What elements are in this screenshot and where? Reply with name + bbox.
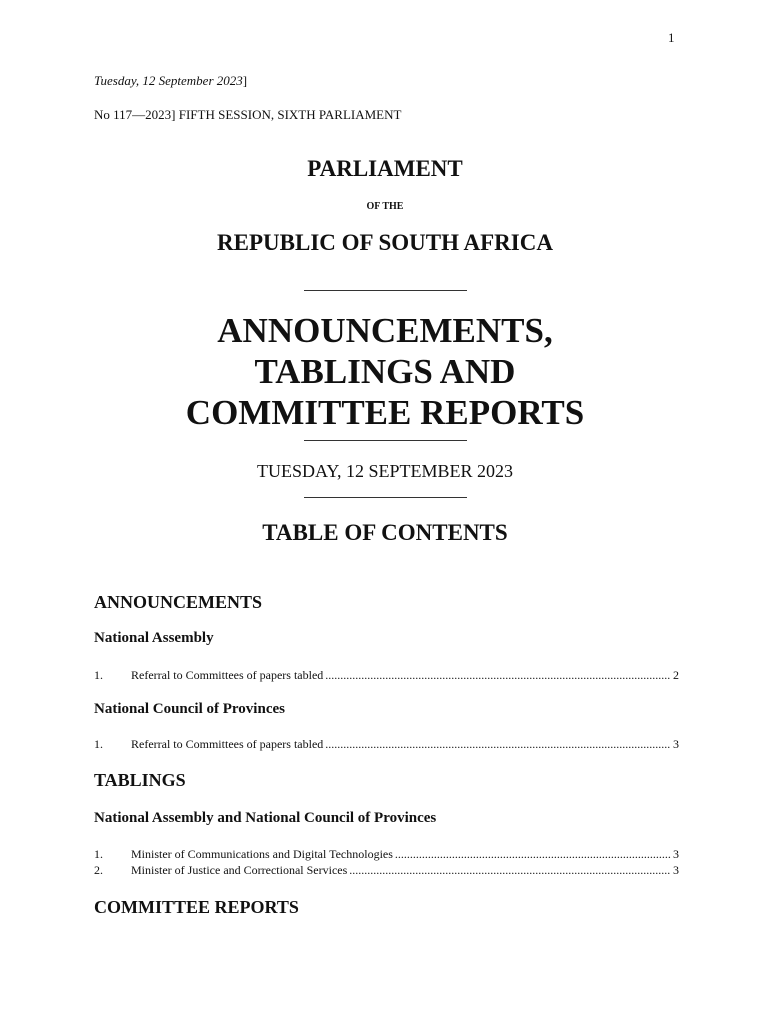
toc-section-announcements: ANNOUNCEMENTS xyxy=(94,592,263,612)
toc-entry-page: 3 xyxy=(673,863,679,877)
toc-entry-number: 1. xyxy=(94,847,103,861)
toc-entry[interactable] xyxy=(94,736,679,752)
masthead-of-the: OF THE xyxy=(366,201,404,212)
toc-section-committee-reports: COMMITTEE REPORTS xyxy=(94,897,299,917)
masthead-parliament: PARLIAMENT xyxy=(307,156,463,181)
toc-entry-label: Minister of Justice and Correctional Services xyxy=(131,863,348,877)
session-line: No 117—2023] FIFTH SESSION, SIXTH PARLIAMENT xyxy=(94,107,402,122)
toc-entry[interactable] xyxy=(94,846,679,862)
document-title-line-3: COMMITTEE REPORTS xyxy=(185,393,585,432)
toc-dot-leader xyxy=(349,862,671,878)
toc-entry-number: 2. xyxy=(94,863,103,877)
toc-entry-page: 3 xyxy=(673,847,679,861)
issue-date-bracket: ] xyxy=(242,73,248,88)
document-date: TUESDAY, 12 SEPTEMBER 2023 xyxy=(256,461,514,481)
toc-subheading-na-and-ncop: National Assembly and National Council of Provinces xyxy=(94,810,437,826)
document-title-line-1: ANNOUNCEMENTS, xyxy=(217,311,553,350)
toc-dot-leader xyxy=(325,667,671,683)
toc-title: TABLE OF CONTENTS xyxy=(262,520,508,545)
issue-date-text: Tuesday, 12 September 2023 xyxy=(94,73,243,88)
toc-entry[interactable] xyxy=(94,667,679,683)
toc-entry-label: Minister of Communications and Digital Technologies xyxy=(131,847,393,861)
toc-subheading-ncop: National Council of Provinces xyxy=(94,701,285,717)
toc-subheading-national-assembly: National Assembly xyxy=(94,630,214,646)
toc-entry-label: Referral to Committees of papers tabled xyxy=(131,668,324,682)
toc-dot-leader xyxy=(325,736,671,752)
document-title xyxy=(0,310,770,433)
toc-entry-number: 1. xyxy=(94,737,103,751)
document-title-line-2: TABLINGS AND xyxy=(254,352,516,391)
toc-section-tablings: TABLINGS xyxy=(94,770,186,790)
toc-entry-page: 2 xyxy=(673,668,679,682)
toc-dot-leader xyxy=(395,846,671,862)
divider-rule xyxy=(304,290,467,291)
page-number: 1 xyxy=(668,30,675,45)
toc-entry-page: 3 xyxy=(673,737,679,751)
divider-rule xyxy=(304,497,467,498)
issue-date-line xyxy=(94,73,247,89)
toc-entry-label: Referral to Committees of papers tabled xyxy=(131,737,324,751)
toc-entry-number: 1. xyxy=(94,668,103,682)
masthead-republic: REPUBLIC OF SOUTH AFRICA xyxy=(217,230,553,255)
toc-entry[interactable] xyxy=(94,862,679,878)
divider-rule xyxy=(304,440,467,441)
